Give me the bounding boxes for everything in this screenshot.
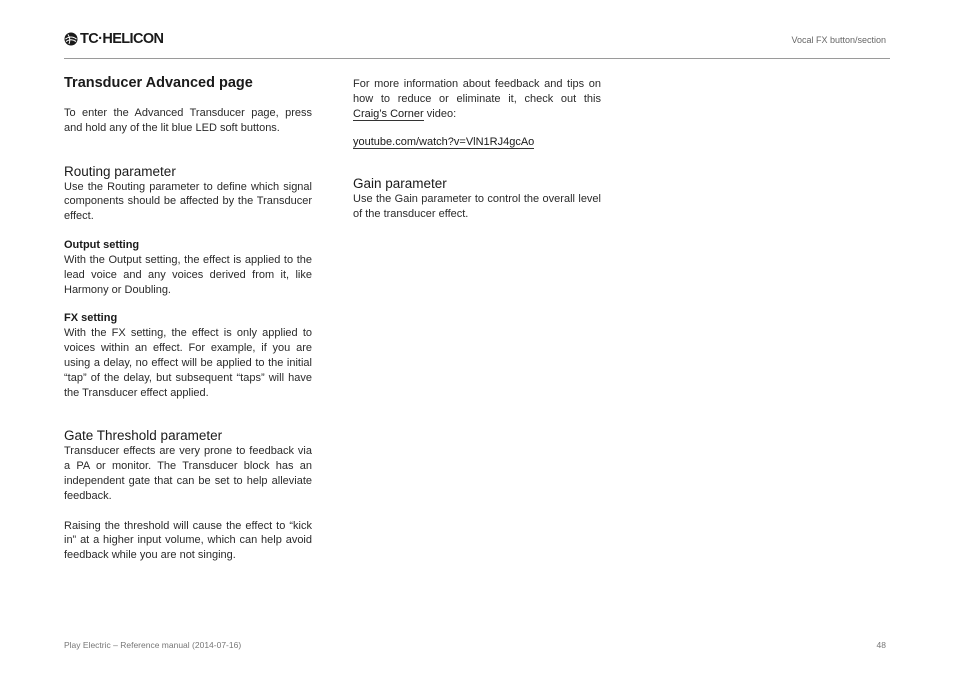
- fx-paragraph: With the FX setting, the effect is only applied to voices within an effect. For example, if you are using a delay, no effect will be applied to the initial “tap” of the delay, but subsequent “taps” will have the Transducer effect applied.: [64, 327, 312, 399]
- tc-helicon-logo: [64, 31, 163, 47]
- page-title: Transducer Advanced page: [64, 75, 253, 91]
- header-divider: [64, 58, 890, 59]
- gain-heading: Gain parameter: [353, 176, 447, 192]
- brand-wordmark: TC·HELICON: [80, 31, 164, 47]
- globe-icon: [64, 32, 78, 46]
- feedback-text: For more information about feedback and tips on how to reduce or eliminate it, check out this: [353, 78, 601, 105]
- footer-manual-title: Play Electric – Reference manual (2014-07-16): [64, 640, 242, 650]
- left-column: [64, 74, 312, 563]
- middle-column: [353, 74, 601, 222]
- gate-paragraph-2: Raising the threshold will cause the effect to “kick in” at a higher input volume, which can help avoid feedback while you are not singing.: [64, 519, 312, 562]
- craigs-corner-link[interactable]: Craig’s Corner: [353, 107, 424, 120]
- section-label: Vocal FX button/section: [791, 35, 886, 45]
- gain-paragraph: Use the Gain parameter to control the overall level of the transducer effect.: [353, 193, 601, 220]
- output-paragraph: With the Output setting, the effect is applied to the lead voice and any voices derived from it, like Harmony or Doubling.: [64, 253, 312, 296]
- feedback-paragraph: [353, 77, 601, 121]
- gate-paragraph-1: Transducer effects are very prone to feedback via a PA or monitor. The Transducer block has an independent gate that can be set to help alleviate feedback.: [64, 445, 312, 502]
- feedback-text-after: video:: [423, 107, 457, 120]
- youtube-line: [353, 135, 601, 150]
- gate-heading: Gate Threshold parameter: [64, 428, 223, 444]
- fx-heading: FX setting: [64, 312, 118, 325]
- youtube-link[interactable]: youtube.com/watch?v=VlN1RJ4gcAo: [353, 136, 535, 149]
- page-number: 48: [876, 640, 886, 650]
- output-heading: Output setting: [64, 238, 140, 251]
- intro-paragraph: To enter the Advanced Transducer page, press and hold any of the lit blue LED soft buttons.: [64, 107, 312, 134]
- routing-heading: Routing parameter: [64, 163, 176, 179]
- routing-paragraph: Use the Routing parameter to define which signal components should be affected by the Transducer effect.: [64, 180, 312, 223]
